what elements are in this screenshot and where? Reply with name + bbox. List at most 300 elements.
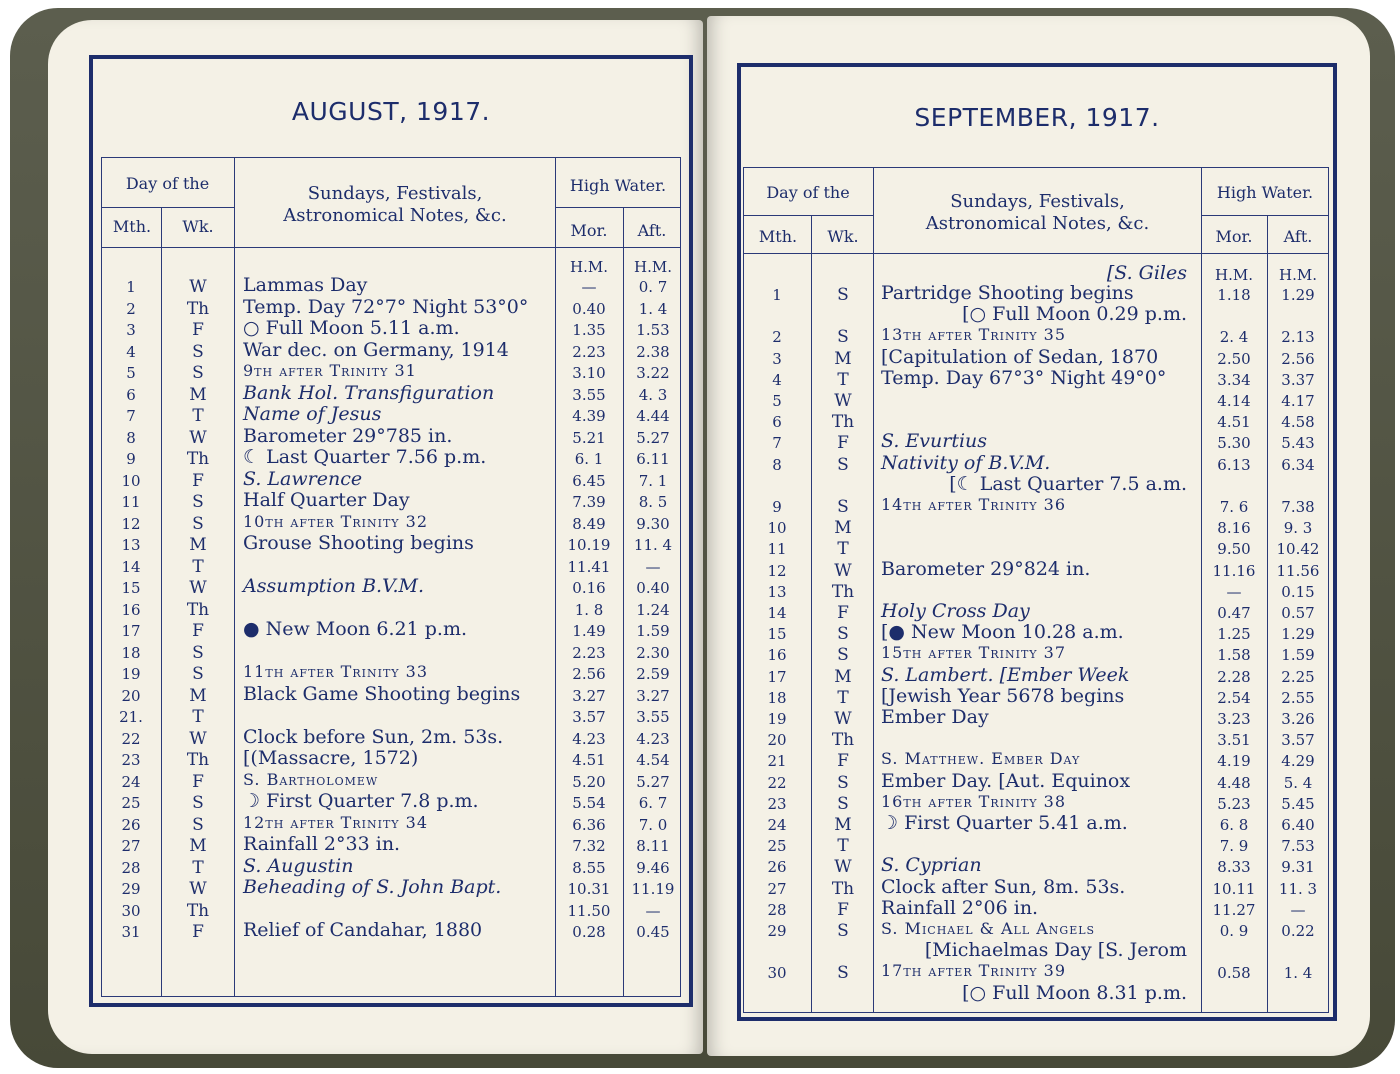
- wk-notes-divider: [234, 157, 235, 997]
- high-water-afternoon: 6. 7: [638, 794, 668, 812]
- day-of-month: 22: [767, 774, 787, 792]
- high-water-afternoon: 1. 4: [1283, 964, 1313, 982]
- day-of-month: 22: [121, 730, 141, 748]
- day-of-month: 2: [772, 328, 782, 346]
- day-of-week: S: [837, 921, 849, 941]
- high-water-morning: 4.51: [1217, 413, 1251, 431]
- day-of-week: S: [837, 645, 849, 665]
- high-water-morning: 0.28: [572, 923, 606, 941]
- high-water-header: High Water.: [1216, 183, 1314, 202]
- day-of-month: 12: [767, 562, 787, 580]
- festival-note: S. Michael & All Angels: [881, 919, 1096, 938]
- festival-note: 11th after Trinity 33: [243, 662, 428, 681]
- day-of-month: 20: [121, 687, 141, 705]
- high-water-afternoon: 2.38: [636, 343, 670, 361]
- festival-note: 9th after Trinity 31: [243, 361, 417, 380]
- day-of-month: 5: [126, 364, 136, 382]
- high-water-afternoon: 9. 3: [1283, 519, 1313, 537]
- high-water-morning: 2. 4: [1219, 328, 1249, 346]
- day-of-month: 9: [126, 450, 136, 468]
- high-water-morning: 5.30: [1217, 434, 1251, 452]
- day-of-month: 21.: [119, 708, 143, 726]
- day-of-week: F: [837, 603, 849, 623]
- day-of-week: F: [192, 772, 204, 792]
- day-of-month: 23: [121, 751, 141, 769]
- day-of-week: M: [834, 518, 852, 538]
- day-of-week: S: [192, 815, 204, 835]
- high-water-afternoon: —: [1290, 901, 1306, 919]
- day-of-week: T: [192, 858, 204, 878]
- day-of-week: F: [837, 751, 849, 771]
- mth-header: Mth.: [758, 227, 798, 246]
- high-water-morning: 3.27: [572, 687, 606, 705]
- day-of-week: M: [189, 385, 207, 405]
- day-of-week: S: [837, 773, 849, 793]
- high-water-morning: 0. 9: [1219, 922, 1249, 940]
- high-water-afternoon: 11.19: [631, 880, 675, 898]
- hm-mor-label: H.M.: [570, 258, 608, 276]
- festival-note-continued: [☾ Last Quarter 7.5 a.m.: [949, 473, 1187, 495]
- high-water-morning: 0.47: [1217, 604, 1251, 622]
- high-water-divider: [555, 207, 681, 208]
- day-of-week: W: [834, 857, 852, 877]
- high-water-morning: 1.18: [1217, 286, 1251, 304]
- day-of-the-header: Day of the: [766, 183, 850, 202]
- day-of-week: W: [834, 561, 852, 581]
- high-water-morning: 2.54: [1217, 689, 1251, 707]
- high-water-morning: 3.51: [1217, 731, 1251, 749]
- high-water-afternoon: 5.27: [636, 773, 670, 791]
- high-water-afternoon: 9.30: [636, 515, 670, 533]
- high-water-afternoon: 9.46: [636, 859, 670, 877]
- day-of-week: T: [192, 406, 204, 426]
- festival-note: 14th after Trinity 36: [881, 495, 1066, 514]
- day-of-month: 8: [772, 456, 782, 474]
- festival-note: Barometer 29°785 in.: [243, 425, 453, 447]
- day-of-month: 13: [121, 536, 141, 554]
- day-of-month: 27: [767, 880, 787, 898]
- high-water-morning: 2.56: [572, 665, 606, 683]
- mor-header: Mor.: [570, 221, 608, 240]
- day-of-month: 29: [767, 922, 787, 940]
- high-water-afternoon: 7.53: [1281, 837, 1315, 855]
- hm-aft-label: H.M.: [1279, 266, 1317, 284]
- mth-wk-divider: [811, 215, 812, 1013]
- high-water-morning: 9.50: [1217, 540, 1251, 558]
- festival-note: S. Matthew. Ember Day: [881, 749, 1081, 768]
- day-of-month: 25: [121, 794, 141, 812]
- day-of-month: 11: [121, 493, 141, 511]
- high-water-afternoon: 8. 5: [638, 493, 668, 511]
- high-water-afternoon: 0.57: [1281, 604, 1315, 622]
- festival-note: Nativity of B.V.M.: [881, 452, 1051, 474]
- day-of-month: 12: [121, 515, 141, 533]
- festival-note: Temp. Day 72°7° Night 53°0°: [243, 296, 529, 318]
- festival-note: ☽ First Quarter 5.41 a.m.: [881, 812, 1128, 834]
- day-of-month: 25: [767, 837, 787, 855]
- day-of-week: S: [837, 455, 849, 475]
- day-of-month: 27: [121, 837, 141, 855]
- day-of-week: M: [189, 686, 207, 706]
- day-of-week: Th: [186, 750, 210, 770]
- high-water-afternoon: 5.27: [636, 429, 670, 447]
- day-of-week: Th: [831, 879, 855, 899]
- high-water-morning: 11.16: [1212, 562, 1256, 580]
- day-of-month: 15: [121, 579, 141, 597]
- day-of-week: M: [189, 836, 207, 856]
- festival-note: [● New Moon 10.28 a.m.: [881, 621, 1124, 643]
- festivals-header-line1: Sundays, Festivals,: [307, 183, 483, 204]
- day-of-week: Th: [186, 449, 210, 469]
- day-of-week: Th: [831, 412, 855, 432]
- high-water-morning: —: [581, 278, 597, 296]
- high-water-afternoon: 7. 0: [638, 816, 668, 834]
- day-of-month: 6: [772, 413, 782, 431]
- day-of-month: 4: [126, 343, 136, 361]
- day-of-month: 3: [126, 321, 136, 339]
- day-of-week: S: [192, 342, 204, 362]
- festival-note: Lammas Day: [243, 274, 368, 296]
- high-water-morning: 6.36: [572, 816, 606, 834]
- high-water-afternoon: 4.29: [1281, 752, 1315, 770]
- day-of-week: S: [192, 793, 204, 813]
- festival-note: Barometer 29°824 in.: [881, 558, 1091, 580]
- festival-note: War dec. on Germany, 1914: [243, 339, 509, 361]
- high-water-afternoon: 2.59: [636, 665, 670, 683]
- high-water-morning: 4.23: [572, 730, 606, 748]
- high-water-afternoon: 3.55: [636, 708, 670, 726]
- high-water-afternoon: 3.57: [1281, 731, 1315, 749]
- high-water-afternoon: 1.24: [636, 601, 670, 619]
- day-of-month: 15: [767, 625, 787, 643]
- day-of-month: 26: [767, 858, 787, 876]
- high-water-afternoon: 1.59: [636, 622, 670, 640]
- festival-note: S. Augustin: [243, 855, 354, 877]
- high-water-afternoon: 2.55: [1281, 689, 1315, 707]
- day-of-month: 26: [121, 816, 141, 834]
- high-water-morning: 6.13: [1217, 456, 1251, 474]
- high-water-morning: 10.31: [567, 880, 611, 898]
- high-water-afternoon: 4.58: [1281, 413, 1315, 431]
- day-of-week: M: [834, 667, 852, 687]
- day-of-week: S: [192, 492, 204, 512]
- day-of-month: 19: [767, 710, 787, 728]
- day-of-month: 5: [772, 392, 782, 410]
- day-of-month: 10: [121, 472, 141, 490]
- wk-header: Wk.: [182, 217, 214, 236]
- high-water-morning: 0.58: [1217, 964, 1251, 982]
- day-of-month: 13: [767, 583, 787, 601]
- high-water-afternoon: 0.40: [636, 579, 670, 597]
- day-of-week: W: [189, 277, 207, 297]
- high-water-morning: 0.16: [572, 579, 606, 597]
- festival-note: Clock after Sun, 8m. 53s.: [881, 876, 1126, 898]
- header-divider: [743, 253, 1329, 254]
- mor-aft-divider: [1267, 215, 1268, 1013]
- high-water-morning: 3.34: [1217, 371, 1251, 389]
- high-water-afternoon: 1. 4: [638, 300, 668, 318]
- day-of-week: Th: [831, 582, 855, 602]
- festival-note: ● New Moon 6.21 p.m.: [243, 618, 468, 640]
- day-of-week: T: [837, 688, 849, 708]
- day-of-month: 24: [121, 773, 141, 791]
- high-water-afternoon: 0.15: [1281, 583, 1315, 601]
- header-divider: [101, 247, 681, 248]
- high-water-afternoon: 10.42: [1276, 540, 1320, 558]
- festival-note-continued: [○ Full Moon 0.29 p.m.: [962, 303, 1187, 325]
- high-water-afternoon: 5.45: [1281, 795, 1315, 813]
- day-of-week: T: [192, 557, 204, 577]
- mor-aft-divider: [623, 207, 624, 997]
- high-water-morning: 8.16: [1217, 519, 1251, 537]
- high-water-afternoon: 6.34: [1281, 456, 1315, 474]
- high-water-divider: [1201, 215, 1329, 216]
- festival-note: Bank Hol. Transfiguration: [243, 382, 495, 404]
- day-of-month: 7: [772, 434, 782, 452]
- festival-note: [(Massacre, 1572): [243, 747, 419, 769]
- day-of-week: Th: [186, 901, 210, 921]
- festivals-header-line1: Sundays, Festivals,: [950, 191, 1125, 212]
- festival-note: Assumption B.V.M.: [243, 575, 425, 597]
- high-water-morning: 8.55: [572, 859, 606, 877]
- high-water-morning: 4.14: [1217, 392, 1251, 410]
- day-of-week: M: [189, 535, 207, 555]
- festival-note: S. Evurtius: [881, 430, 988, 452]
- festival-note: Black Game Shooting begins: [243, 683, 521, 705]
- festival-note: S. Cyprian: [881, 854, 982, 876]
- high-water-morning: 7.32: [572, 837, 606, 855]
- day-of-month: 30: [121, 902, 141, 920]
- day-of-month: 23: [767, 795, 787, 813]
- day-of-week: S: [837, 285, 849, 305]
- festival-note: 13th after Trinity 35: [881, 325, 1066, 344]
- day-of-month: 20: [767, 731, 787, 749]
- high-water-morning: 10.11: [1212, 880, 1256, 898]
- festival-note: S. Lambert. [Ember Week: [881, 664, 1130, 686]
- high-water-afternoon: 1.59: [1281, 646, 1315, 664]
- festival-note: Relief of Candahar, 1880: [243, 919, 483, 941]
- high-water-afternoon: 7. 1: [638, 472, 668, 490]
- festival-note: Ember Day. [Aut. Equinox: [881, 770, 1131, 792]
- notes-hw-divider: [1201, 167, 1202, 1013]
- day-of-week: S: [192, 664, 204, 684]
- day-of-week: T: [837, 370, 849, 390]
- notes-hw-divider: [555, 157, 556, 997]
- day-of-month: 4: [772, 371, 782, 389]
- day-of-week: S: [837, 624, 849, 644]
- high-water-morning: 3.55: [572, 386, 606, 404]
- high-water-afternoon: 6.40: [1281, 816, 1315, 834]
- day-of-month: 6: [126, 386, 136, 404]
- day-of-month: 21: [767, 752, 787, 770]
- high-water-morning: 5.23: [1217, 795, 1251, 813]
- high-water-afternoon: 0.45: [636, 923, 670, 941]
- wk-notes-divider: [873, 167, 874, 1013]
- day-of-month: 14: [767, 604, 787, 622]
- day-of-week: S: [192, 514, 204, 534]
- day-of-week: Th: [186, 299, 210, 319]
- high-water-morning: —: [1226, 583, 1242, 601]
- high-water-morning: 1.49: [572, 622, 606, 640]
- wk-header: Wk.: [827, 227, 859, 246]
- high-water-morning: 11.27: [1212, 901, 1256, 919]
- festival-note: ○ Full Moon 5.11 a.m.: [243, 317, 460, 339]
- festival-note: S. Bartholomew: [243, 770, 379, 789]
- day-of-week: Th: [186, 600, 210, 620]
- day-of-week: W: [834, 391, 852, 411]
- high-water-morning: 7. 6: [1219, 498, 1249, 516]
- day-of-week: W: [189, 729, 207, 749]
- high-water-afternoon: 0.22: [1281, 922, 1315, 940]
- september-calendar-frame: [737, 63, 1337, 1021]
- high-water-morning: 2.50: [1217, 350, 1251, 368]
- high-water-morning: 8.49: [572, 515, 606, 533]
- day-of-month: 29: [121, 880, 141, 898]
- high-water-afternoon: —: [645, 902, 661, 920]
- day-of-week: S: [837, 327, 849, 347]
- festival-note: ☽ First Quarter 7.8 p.m.: [243, 790, 479, 812]
- festivals-header-line2: Astronomical Notes, &c.: [283, 205, 507, 226]
- high-water-morning: 1.35: [572, 321, 606, 339]
- high-water-morning: 6. 1: [574, 450, 604, 468]
- day-of-month: 9: [772, 498, 782, 516]
- day-of-week: S: [192, 643, 204, 663]
- high-water-afternoon: 4.54: [636, 751, 670, 769]
- day-of-month: 8: [126, 429, 136, 447]
- high-water-afternoon: 1.29: [1281, 625, 1315, 643]
- festival-note: Ember Day: [881, 706, 989, 728]
- high-water-morning: 3.23: [1217, 710, 1251, 728]
- high-water-morning: 8.33: [1217, 858, 1251, 876]
- high-water-afternoon: 4. 3: [638, 386, 668, 404]
- high-water-morning: 11.50: [567, 902, 611, 920]
- high-water-morning: 2.23: [572, 343, 606, 361]
- festival-note: Grouse Shooting begins: [243, 532, 474, 554]
- day-of-week: S: [837, 963, 849, 983]
- high-water-morning: 3.57: [572, 708, 606, 726]
- high-water-afternoon: —: [645, 558, 661, 576]
- day-of-week: W: [834, 709, 852, 729]
- day-of-month: 2: [126, 300, 136, 318]
- day-of-month: 19: [121, 665, 141, 683]
- day-of-week: F: [192, 471, 204, 491]
- high-water-afternoon: 7.38: [1281, 498, 1315, 516]
- mor-header: Mor.: [1215, 227, 1253, 246]
- day-of-week: T: [837, 539, 849, 559]
- high-water-header: High Water.: [569, 176, 667, 195]
- high-water-afternoon: 2.13: [1281, 328, 1315, 346]
- high-water-morning: 1. 8: [574, 601, 604, 619]
- day-of-week: S: [837, 794, 849, 814]
- day-of-week: W: [189, 879, 207, 899]
- high-water-morning: 6.45: [572, 472, 606, 490]
- high-water-afternoon: 4.23: [636, 730, 670, 748]
- high-water-afternoon: 9.31: [1281, 858, 1315, 876]
- aft-header: Aft.: [1283, 227, 1313, 246]
- high-water-morning: 1.58: [1217, 646, 1251, 664]
- hm-mor-label: H.M.: [1215, 266, 1253, 284]
- festival-note: 16th after Trinity 38: [881, 792, 1066, 811]
- day-of-month: 24: [767, 816, 787, 834]
- festival-note: 12th after Trinity 34: [243, 813, 428, 832]
- mth-wk-divider: [161, 207, 162, 997]
- day-of-week: S: [837, 497, 849, 517]
- high-water-afternoon: 0. 7: [638, 278, 668, 296]
- aft-header: Aft.: [637, 221, 667, 240]
- day-of-month: 14: [121, 558, 141, 576]
- festival-note: ☾ Last Quarter 7.56 p.m.: [243, 446, 487, 468]
- festival-note: Rainfall 2°33 in.: [243, 833, 401, 855]
- day-of-month: 16: [767, 646, 787, 664]
- day-of-month: 3: [772, 350, 782, 368]
- day-of-week: Th: [831, 730, 855, 750]
- high-water-afternoon: 2.30: [636, 644, 670, 662]
- page-title: AUGUST, 1917.: [291, 97, 491, 126]
- festival-note: 17th after Trinity 39: [881, 961, 1066, 980]
- high-water-afternoon: 3.26: [1281, 710, 1315, 728]
- day-of-week: F: [192, 922, 204, 942]
- high-water-morning: 1.25: [1217, 625, 1251, 643]
- high-water-morning: 7. 9: [1219, 837, 1249, 855]
- day-of-week: F: [192, 320, 204, 340]
- day-of-the-divider: [101, 207, 234, 208]
- festival-note: Rainfall 2°06 in.: [881, 897, 1039, 919]
- mth-header: Mth.: [112, 217, 152, 236]
- festival-note: Clock before Sun, 2m. 53s.: [243, 726, 504, 748]
- high-water-morning: 4.48: [1217, 774, 1251, 792]
- day-of-month: 28: [767, 901, 787, 919]
- high-water-morning: 5.54: [572, 794, 606, 812]
- festival-note: S. Lawrence: [243, 468, 363, 490]
- high-water-afternoon: 4.17: [1281, 392, 1315, 410]
- day-of-week: M: [834, 349, 852, 369]
- day-of-the-divider: [743, 215, 873, 216]
- festival-note: Temp. Day 67°3° Night 49°0°: [881, 367, 1167, 389]
- hm-aft-label: H.M.: [634, 258, 672, 276]
- festival-note: Partridge Shooting begins: [881, 282, 1134, 304]
- high-water-morning: 0.40: [572, 300, 606, 318]
- day-of-month: 30: [767, 964, 787, 982]
- day-of-week: F: [837, 433, 849, 453]
- page-title: SEPTEMBER, 1917.: [914, 103, 1160, 132]
- high-water-afternoon: 8.11: [636, 837, 670, 855]
- day-of-month: 1: [126, 278, 136, 296]
- day-of-month: 1: [772, 286, 782, 304]
- festival-note: [Capitulation of Sedan, 1870: [881, 346, 1159, 368]
- festival-note-continued: [○ Full Moon 8.31 p.m.: [962, 982, 1187, 1004]
- high-water-afternoon: 11. 4: [633, 536, 673, 554]
- festival-note: Beheading of S. John Bapt.: [243, 876, 502, 898]
- day-of-month: 18: [121, 644, 141, 662]
- day-of-month: 28: [121, 859, 141, 877]
- high-water-morning: 4.19: [1217, 752, 1251, 770]
- day-of-month: 16: [121, 601, 141, 619]
- high-water-afternoon: 1.53: [636, 321, 670, 339]
- day-of-month: 10: [767, 519, 787, 537]
- day-of-week: T: [837, 836, 849, 856]
- high-water-morning: 5.20: [572, 773, 606, 791]
- high-water-afternoon: 3.37: [1281, 371, 1315, 389]
- day-of-month: 17: [767, 668, 787, 686]
- day-of-week: W: [189, 578, 207, 598]
- high-water-afternoon: 5.43: [1281, 434, 1315, 452]
- day-of-month: 11: [767, 540, 787, 558]
- high-water-morning: 4.39: [572, 407, 606, 425]
- day-of-week: F: [837, 900, 849, 920]
- day-of-week: M: [834, 815, 852, 835]
- high-water-afternoon: 4.44: [636, 407, 670, 425]
- festival-note: Name of Jesus: [243, 403, 382, 425]
